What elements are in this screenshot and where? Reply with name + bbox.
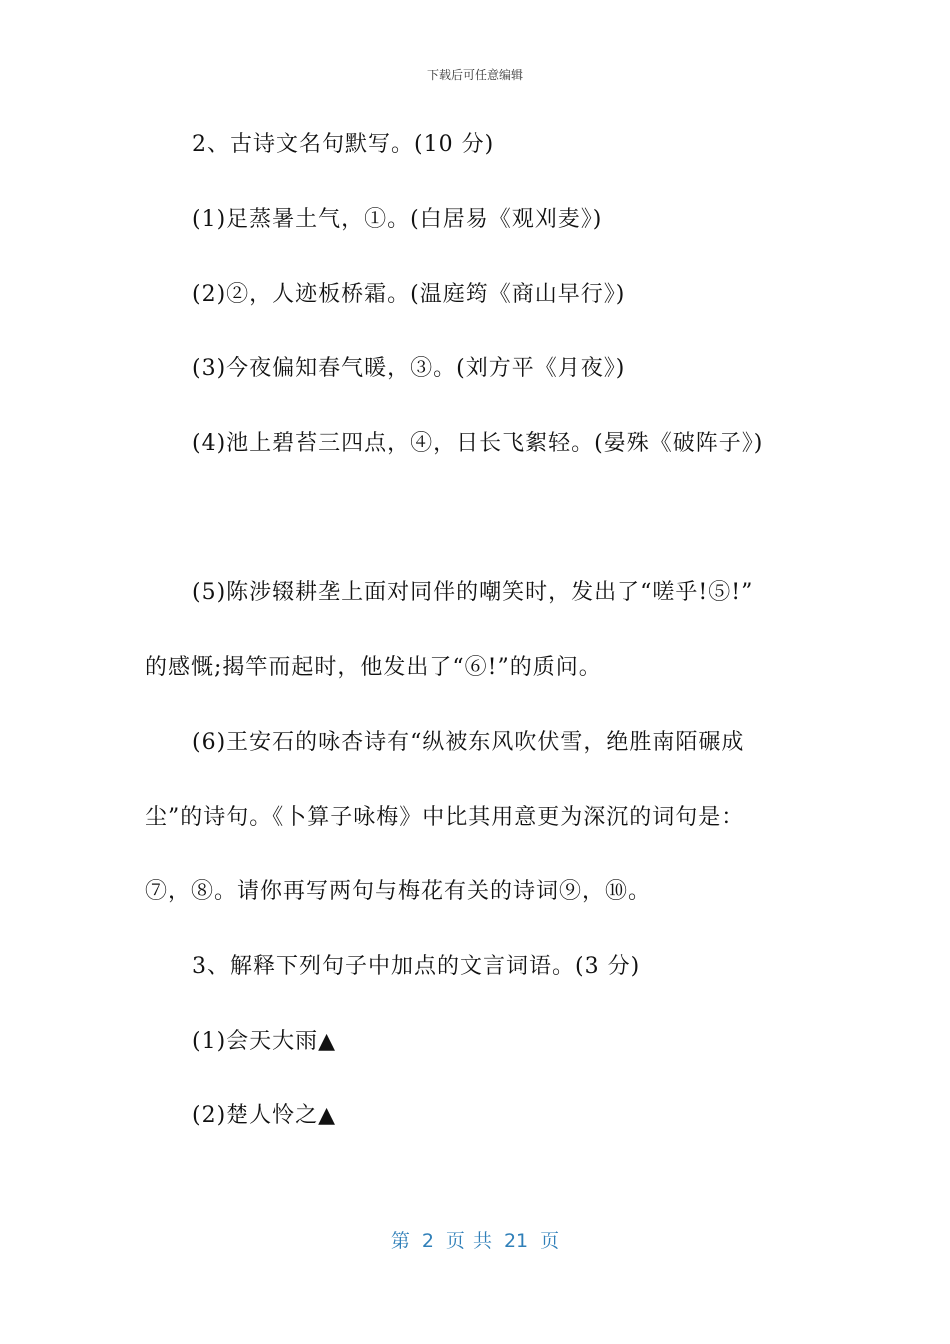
question-3-item-1: (1)会天大雨▲ [192,1029,337,1054]
question-2-item-1: (1)足蒸暑土气，①。(白居易《观刈麦》) [192,207,603,232]
question-2-item-6-line-3: ⑦，⑧。请你再写两句与梅花有关的诗词⑨，⑩。 [145,879,652,904]
footer-page-prefix: 第 [390,1230,410,1252]
question-3-title: 3、解释下列句子中加点的文言词语。(3 分) [192,954,641,979]
question-2-item-3: (3)今夜偏知春气暖，③。(刘方平《月夜》) [192,356,626,381]
page-header: 下载后可任意编辑 [426,68,523,82]
footer-page-total: 21 [503,1230,529,1252]
question-2-item-6-line-1: (6)王安石的咏杏诗有“纵被东风吹伏雪，绝胜南陌碾成 [192,730,745,755]
question-2-item-6-line-2: 尘”的诗句。《卜算子咏梅》中比其用意更为深沉的词句是： [145,805,745,830]
question-2-item-5-line-1: (5)陈涉辍耕垄上面对同伴的嘲笑时，发出了“嗟乎!⑤!” [192,580,754,605]
question-2-item-4: (4)池上碧苔三四点，④，日长飞絮轻。(晏殊《破阵子》) [192,431,764,456]
page-footer [0,1226,950,1253]
question-2-item-5-line-2: 的感慨;揭竿而起时，他发出了“⑥!”的质问。 [145,655,602,680]
footer-page-middle: 页 共 [445,1230,492,1252]
question-2-item-2: (2)②，人迹板桥霜。(温庭筠《商山早行》) [192,282,626,307]
question-3-item-2: (2)楚人怜之▲ [192,1103,337,1128]
footer-page-suffix: 页 [540,1230,560,1252]
footer-page-current: 2 [421,1230,434,1252]
question-2-title: 2、古诗文名句默写。(10 分) [192,132,495,157]
